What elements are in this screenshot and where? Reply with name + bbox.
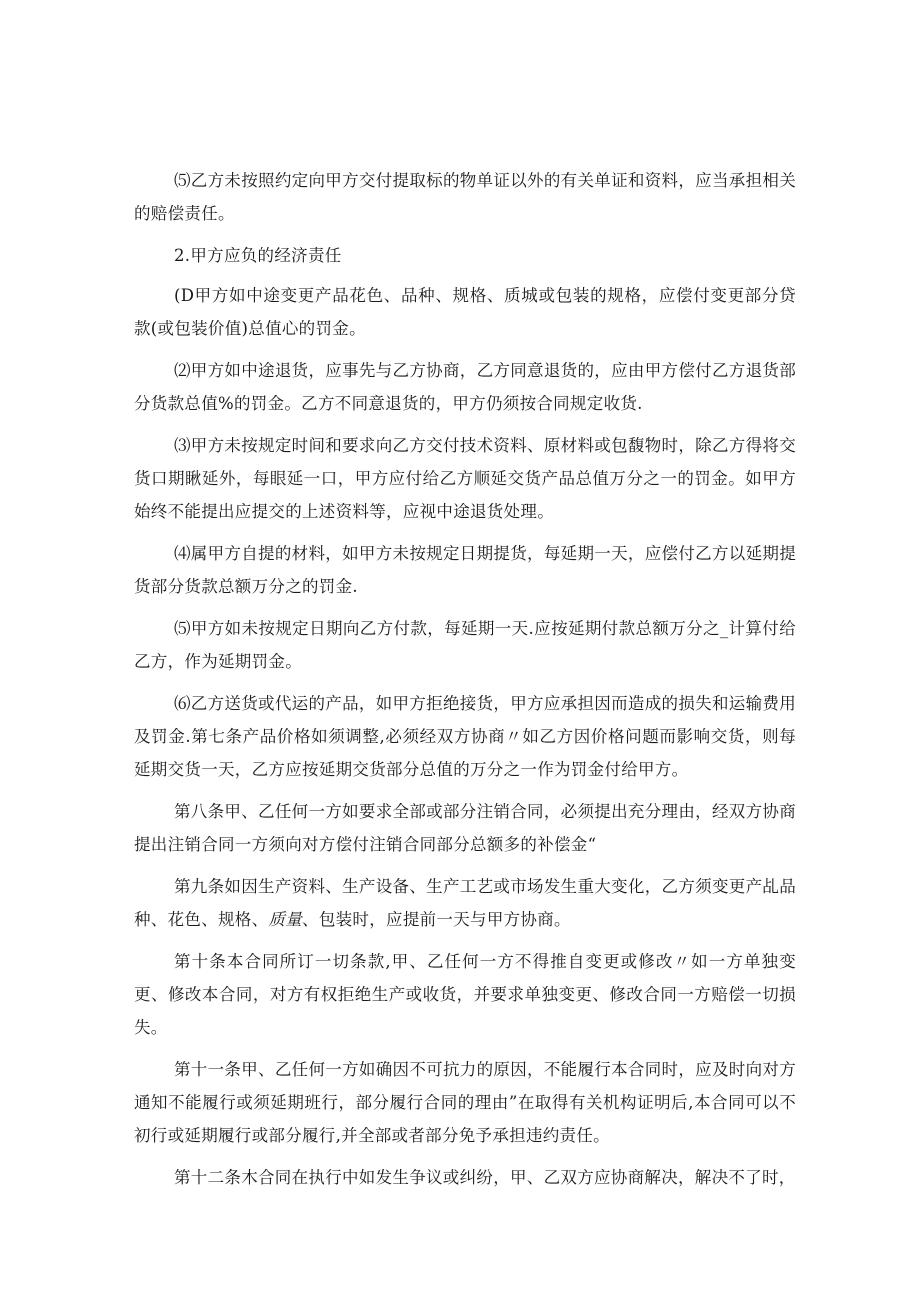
section-heading-buyer-liability: 2.甲方应负的经济责任: [174, 246, 342, 265]
paragraph-article-10: 第十条本合同所订一切条款,甲、乙任何一方不得推自变更或修改〃如一方单独变更、修改本合同，对方有权拒绝生产或收货，并要求单独变更、修改合同一方赔偿一切损失。: [134, 952, 796, 1037]
paragraph-clause-5-supplier: ⑸乙方未按照约定向甲方交付提取标的物单证以外的有关单证和资料，应当承担相关的赔偿责任。: [134, 171, 796, 223]
paragraph-buyer-6-and-article-7: ⑹乙方送货或代运的产品，如甲方拒绝接货，甲方应承担因而造成的损失和运输费用及罚金.第七条产品价格如须调整,必须经双方协商〃如乙方因价格问题而影响交货，则每延期交货一天，乙方应按延期交货部分总值的万分之一作为罚金付给甲方。: [134, 694, 796, 779]
paragraph-buyer-1: (D甲方如中途变更产品花色、品种、规格、质城或包装的规格，应偿付变更部分贷款(或包装价值)总值心的罚金。: [134, 286, 796, 338]
paragraph-article-8: 第八条甲、乙任何一方如要求全部或部分注销合同，必须提出充分理由，经双方协商提出注销合同一方须向对方偿付注销合同部分总额多的补偿金“: [134, 802, 796, 854]
document-body: [134, 164, 796, 1203]
paragraph-article-9: [134, 870, 796, 936]
article-9-italic-word: 质量: [268, 910, 303, 929]
paragraph-buyer-4: ⑷属甲方自提的材料，如甲方未按规定日期提货，每延期一天，应偿付乙方以延期提货部分货款总额万分之的罚金.: [134, 544, 796, 596]
paragraph-article-11: 第十一条甲、乙任何一方如确因不可抗力的原因，不能履行本合同时，应及时向对方通知不能履行或须延期班行，部分履行合同的理由”在取得有关机构证明后,本合同可以不初行或延期履行或部分履行,并全部或者部分免予承担违约责任。: [134, 1060, 796, 1145]
paragraph-article-12: 第十二条木合同在执行中如发生争议或纠纷，甲、乙双方应协商解决，解决不了时，: [174, 1168, 796, 1187]
article-9-text-before: 第九条如因生产资料、生产设备、生产工艺或市场发生重大变化，乙方须变更产乩品种、花色、规格、: [134, 877, 796, 929]
paragraph-buyer-5: ⑸甲方如未按规定日期向乙方付款，每延期一天.应按延期付款总额万分之_计算付给乙方，作为延期罚金。: [134, 619, 796, 671]
paragraph-buyer-2: ⑵甲方如中途退货，应事先与乙方协商，乙方同意退货的，应由甲方偿付乙方退货部分货款总值%的罚金。乙方不同意退货的，甲方仍须按合同规定收货.: [134, 361, 796, 413]
paragraph-buyer-3: ⑶甲方未按规定时间和要求向乙方交付技术资料、原材料或包馥物时，除乙方得将交货口期瞅延外，每眼延一口，甲方应付给乙方顺延交货产品总值万分之一的罚金。如甲方始终不能提出应提交的上述资料等，应视中途退货处理。: [134, 436, 796, 521]
article-9-text-after: 、包装时，应提前一天与甲方协商。: [302, 910, 571, 929]
